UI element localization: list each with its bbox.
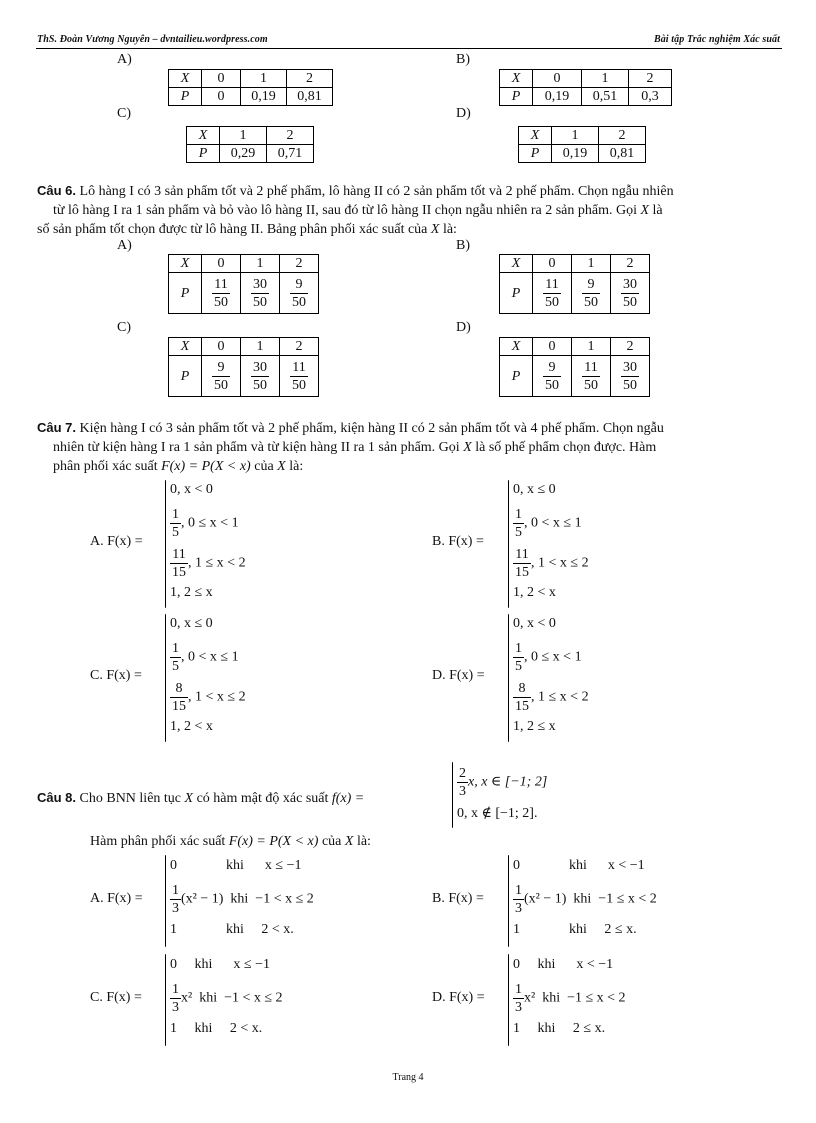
q8-option-b-row2: $\frac{1}{3}$ (x² − 1) khi −1 ≤ x < 2: [515, 883, 657, 916]
q8-number: Câu 8.: [37, 790, 77, 805]
q6-text: Câu 6. Lô hàng I có 3 sản phẩm tốt và 2 phế phẩm, lô hàng II có 2 sản phẩm tốt và 2 phế phẩm. Chọn ngẫu nhiên từ lô hàng I ra 1 sản phẩm và bỏ vào lô hàng II, sau đó từ lô hàng II chọn ngẫu nhiên ra 2 sản phẩm. Gọi X là số sản phẩm tốt chọn được từ lô hàng II. Bảng phân phối xác suất của X là:: [37, 183, 674, 237]
q8-option-c-row1: 0 khi x ≤ −1: [170, 957, 270, 972]
q7-option-c-label: C. F(x) =: [90, 668, 142, 683]
page-number: Trang 4: [392, 1072, 424, 1083]
header-author: ThS. Đoàn Vương Nguyên – dvntailieu.wordpress.com: [37, 34, 268, 45]
q7-option-a-label: A. F(x) =: [90, 534, 143, 549]
q6-option-d-label: D): [456, 320, 471, 335]
q7-option-c-row2: $\frac{1}{5}$ , 0 < x ≤ 1: [172, 641, 239, 674]
q5-option-c-label: C): [117, 106, 131, 121]
q7-option-d-row4: 1, 2 ≤ x: [513, 719, 556, 734]
q7-option-a-brace: [165, 480, 166, 608]
q7-text: Câu 7. Kiện hàng I có 3 sản phẩm tốt và 2 phế phẩm, kiện hàng II có 2 sản phẩm tốt và 4 phế phẩm. Chọn ngẫu nhiên từ kiện hàng I ra 1 sản phẩm và từ kiện hàng II ra 1 sản phẩm. Gọi X là số phế phẩm chọn được. Hàm phân phối xác suất F(x) = P(X < x) của X là:: [37, 420, 664, 474]
q7-option-b-row2: $\frac{1}{5}$ , 0 < x ≤ 1: [515, 507, 582, 540]
q7-option-c-brace: [165, 614, 166, 742]
q8-option-b-row1: 0 khi x < −1: [513, 858, 645, 873]
q5-option-d-table: X 1 2 P 0,19 0,81: [518, 126, 646, 163]
q6-option-c-label: C): [117, 320, 131, 335]
q8-density-brace: [452, 762, 453, 828]
q8-option-b-brace: [508, 855, 509, 947]
q7-option-b-row1: 0, x ≤ 0: [513, 482, 556, 497]
q7-option-b-row4: 1, 2 < x: [513, 585, 556, 600]
q7-option-a-row3: $\frac{11}{15}$ , 1 ≤ x < 2: [172, 547, 246, 580]
q8-option-c-label: C. F(x) =: [90, 990, 142, 1005]
q6-option-d-table: X 0 1 2 P $\frac{9}{50}$ $\frac{11}{50}$ $\frac{30}{50}$: [499, 337, 650, 397]
q5-option-d-label: D): [456, 106, 471, 121]
q7-option-d-row2: $\frac{1}{5}$ , 0 ≤ x < 1: [515, 641, 582, 674]
q8-option-c-row2: $\frac{1}{3}$ x² khi −1 < x ≤ 2: [172, 982, 283, 1015]
q7-option-c-row3: $\frac{8}{15}$ , 1 < x ≤ 2: [172, 681, 246, 714]
q7-option-d-row1: 0, x < 0: [513, 616, 556, 631]
q6-option-a-table: X 0 1 2 P $\frac{11}{50}$ $\frac{30}{50}$ $\frac{9}{50}$: [168, 254, 319, 314]
q8-text2: Hàm phân phối xác suất F(x) = P(X < x) của X là:: [90, 834, 371, 849]
q7-option-a-row1: 0, x < 0: [170, 482, 213, 497]
header-title: Bài tập Trắc nghiệm Xác suất: [653, 34, 780, 45]
q5-option-a-table: X 0 1 2 P 0 0,19 0,81: [168, 69, 333, 106]
q8-text: Câu 8. Cho BNN liên tục X có hàm mật độ xác suất f(x) =: [37, 790, 365, 806]
q7-option-b-label: B. F(x) =: [432, 534, 484, 549]
q5-option-b-label: B): [456, 52, 470, 67]
q6-option-c-table: X 0 1 2 P $\frac{9}{50}$ $\frac{30}{50}$ $\frac{11}{50}$: [168, 337, 319, 397]
q8-option-c-brace: [165, 954, 166, 1046]
q5-option-b-table: X 0 1 2 P 0,19 0,51 0,3: [499, 69, 672, 106]
q7-option-d-brace: [508, 614, 509, 742]
q8-option-b-label: B. F(x) =: [432, 891, 484, 906]
q7-option-c-row4: 1, 2 < x: [170, 719, 213, 734]
q8-density-row1: $\frac{2}{3}$ x, x ∈ [−1; 2]: [459, 766, 548, 799]
q7-option-a-row4: 1, 2 ≤ x: [170, 585, 213, 600]
q8-option-a-row1: 0 khi x ≤ −1: [170, 858, 302, 873]
q7-option-d-row3: $\frac{8}{15}$ , 1 ≤ x < 2: [515, 681, 589, 714]
q7-option-b-brace: [508, 480, 509, 608]
q5-option-c-table: X 1 2 P 0,29 0,71: [186, 126, 314, 163]
q7-option-d-label: D. F(x) =: [432, 668, 485, 683]
q5-option-a-label: A): [117, 52, 132, 67]
q8-option-c-row3: 1 khi 2 < x.: [170, 1021, 263, 1036]
q8-option-d-row1: 0 khi x < −1: [513, 957, 614, 972]
q8-option-a-label: A. F(x) =: [90, 891, 143, 906]
q8-option-a-brace: [165, 855, 166, 947]
q7-number: Câu 7.: [37, 420, 77, 435]
header-divider: [36, 48, 782, 49]
q7-option-a-row2: $\frac{1}{5}$ , 0 ≤ x < 1: [172, 507, 239, 540]
q7-option-b-row3: $\frac{11}{15}$ , 1 < x ≤ 2: [515, 547, 589, 580]
q6-number: Câu 6.: [37, 183, 77, 198]
q8-option-b-row3: 1 khi 2 ≤ x.: [513, 922, 637, 937]
q8-option-d-row3: 1 khi 2 ≤ x.: [513, 1021, 606, 1036]
q8-option-a-row2: $\frac{1}{3}$ (x² − 1) khi −1 < x ≤ 2: [172, 883, 314, 916]
q8-option-d-row2: $\frac{1}{3}$ x² khi −1 ≤ x < 2: [515, 982, 626, 1015]
q6-option-a-label: A): [117, 238, 132, 253]
q7-option-c-row1: 0, x ≤ 0: [170, 616, 213, 631]
q8-option-a-row3: 1 khi 2 < x.: [170, 922, 294, 937]
q6-option-b-table: X 0 1 2 P $\frac{11}{50}$ $\frac{9}{50}$ $\frac{30}{50}$: [499, 254, 650, 314]
q6-option-b-label: B): [456, 238, 470, 253]
q8-option-d-label: D. F(x) =: [432, 990, 485, 1005]
q8-density-row2: 0, x ∉ [−1; 2].: [457, 806, 538, 821]
q8-option-d-brace: [508, 954, 509, 1046]
